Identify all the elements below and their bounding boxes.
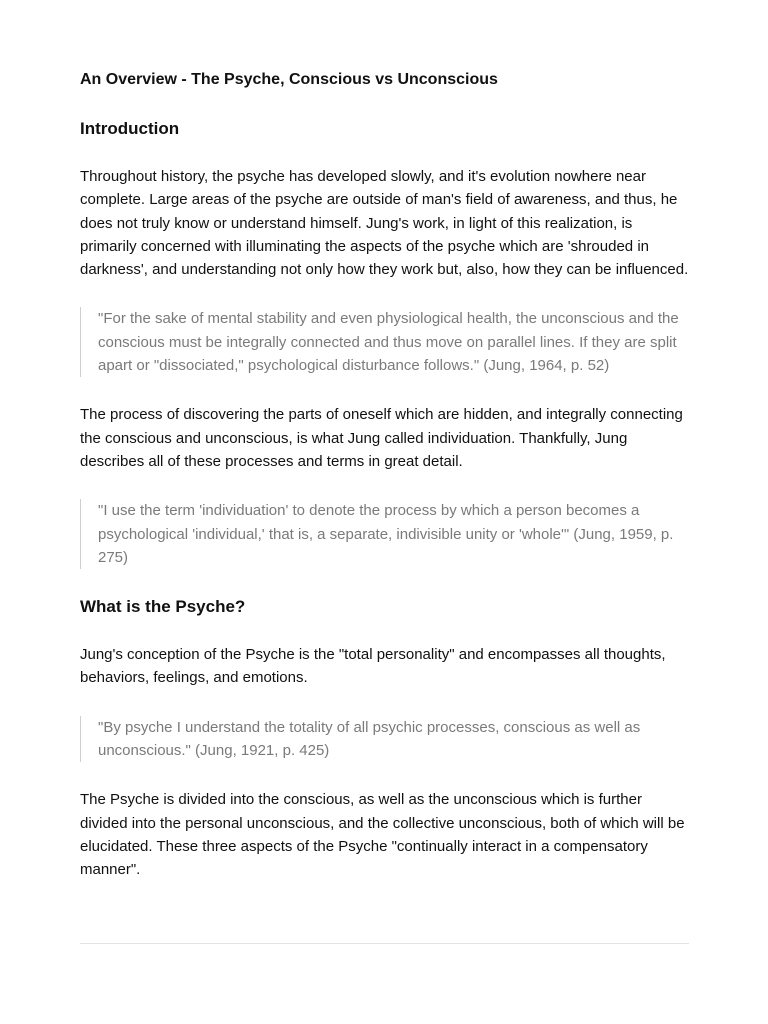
section-divider (80, 943, 689, 944)
document-body (80, 68, 692, 908)
heading-introduction: Introduction (80, 119, 180, 138)
intro-blockquote-1: "For the sake of mental stability and even physiological health, the unconscious and the conscious must be integrally connected and thus move on parallel lines. If they are split apart or "dissociated," psychological disturbance follows." (Jung, 1964, p. 52) (80, 307, 692, 377)
intro-paragraph-2: The process of discovering the parts of oneself which are hidden, and integrally connecting the conscious and unconscious, is what Jung called individuation. Thankfully, Jung describes all of these processes and terms in great detail. (80, 406, 683, 470)
document-title: An Overview - The Psyche, Conscious vs Unconscious (80, 71, 498, 88)
intro-blockquote-2: "I use the term 'individuation' to denote the process by which a person becomes a psychological 'individual,' that is, a separate, indivisible unity or 'whole'" (Jung, 1959, p. 275) (80, 499, 692, 569)
intro-paragraph-1: Throughout history, the psyche has developed slowly, and it's evolution nowhere near complete. Large areas of the psyche are outside of man's field of awareness, and thus, he does not truly know or understand himself. Jung's work, in light of this realization, is primarily concerned with illuminating the aspects of the psyche which are 'shrouded in darkness', and understanding not only how they work but, also, how they can be influenced. (80, 168, 689, 279)
psyche-paragraph-1: Jung's conception of the Psyche is the "total personality" and encompasses all thoughts, behaviors, feelings, and emotions. (80, 646, 666, 687)
psyche-blockquote-1: "By psyche I understand the totality of all psychic processes, conscious as well as unconscious." (Jung, 1921, p. 425) (80, 716, 692, 763)
heading-what-is-psyche: What is the Psyche? (80, 597, 246, 617)
psyche-paragraph-2: The Psyche is divided into the conscious, as well as the unconscious which is further divided into the personal unconscious, and the collective unconscious, both of which will be elucidated. These three aspects of the Psyche "continually interact in a compensatory manner". (80, 791, 685, 879)
